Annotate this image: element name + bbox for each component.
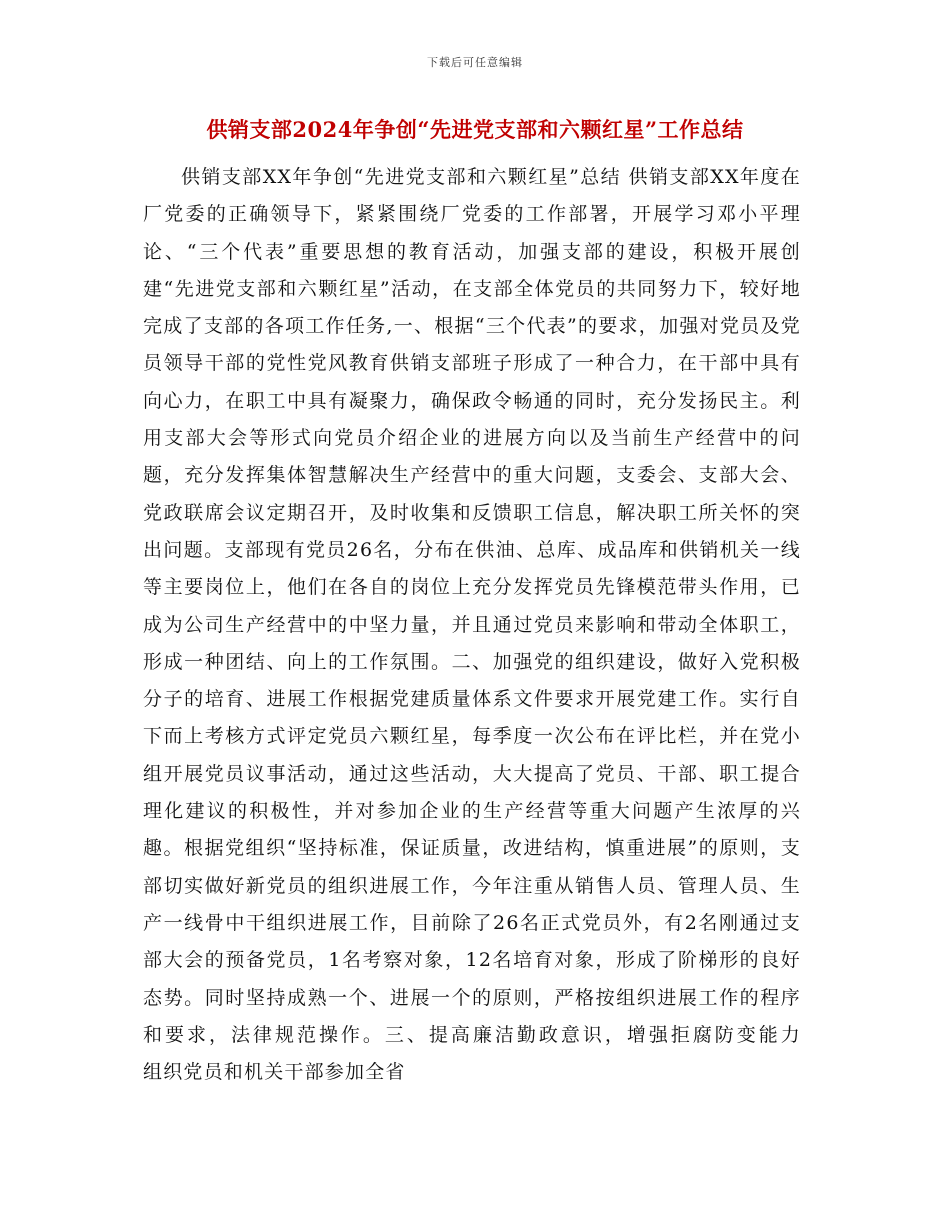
document-body: 供销支部XX年争创“先进党支部和六颗红星”总结 供销支部XX年度在厂党委的正确领导下，紧紧围绕厂党委的工作部署，开展学习邓小平理论、“三个代表”重要思想的教育活动，加强支部的建设，积极开展创建“先进党支部和六颗红星”活动，在支部全体党员的共同努力下，较好地完成了支部的各项工作任务,一、根据“三个代表”的要求，加强对党员及党员领导干部的党性党风教育供销支部班子形成了一种合力，在干部中具有向心力，在职工中具有凝聚力，确保政令畅通的同时，充分发扬民主。利用支部大会等形式向党员介绍企业的进展方向以及当前生产经营中的问题，充分发挥集体智慧解决生产经营中的重大问题，支委会、支部大会、党政联席会议定期召开，及时收集和反馈职工信息，解决职工所关怀的突出问题。支部现有党员26名，分布在供油、总库、成品库和供销机关一线等主要岗位上，他们在各自的岗位上充分发挥党员先锋模范带头作用，已成为公司生产经营中的中坚力量，并且通过党员来影响和带动全体职工，形成一种团结、向上的工作氛围。二、加强党的组织建设，做好入党积极分子的培育、进展工作根据党建质量体系文件要求开展党建工作。实行自下而上考核方式评定党员六颗红星，每季度一次公布在评比栏，并在党小组开展党员议事活动，通过这些活动，大大提高了党员、干部、职工提合理化建议的积极性，并对参加企业的生产经营等重大问题产生浓厚的兴趣。根据党组织“坚持标准，保证质量，改进结构，慎重进展”的原则，支部切实做好新党员的组织进展工作，今年注重从销售人员、管理人员、生产一线骨中干组织进展工作，目前除了26名正式党员外，有2名刚通过支部大会的预备党员，1名考察对象，12名培育对象，形成了阶梯形的良好态势。同时坚持成熟一个、进展一个的原则，严格按组织进展工作的程序和要求，法律规范操作。三、提高廉洁勤政意识，增强拒腐防变能力 组织党员和机关干部参加全省 — [143, 166, 842, 1084]
header-note: 下载后可任意编辑 — [427, 56, 523, 69]
document-title: 供销支部2024年争创“先进党支部和六颗红星”工作总结 — [206, 117, 744, 142]
